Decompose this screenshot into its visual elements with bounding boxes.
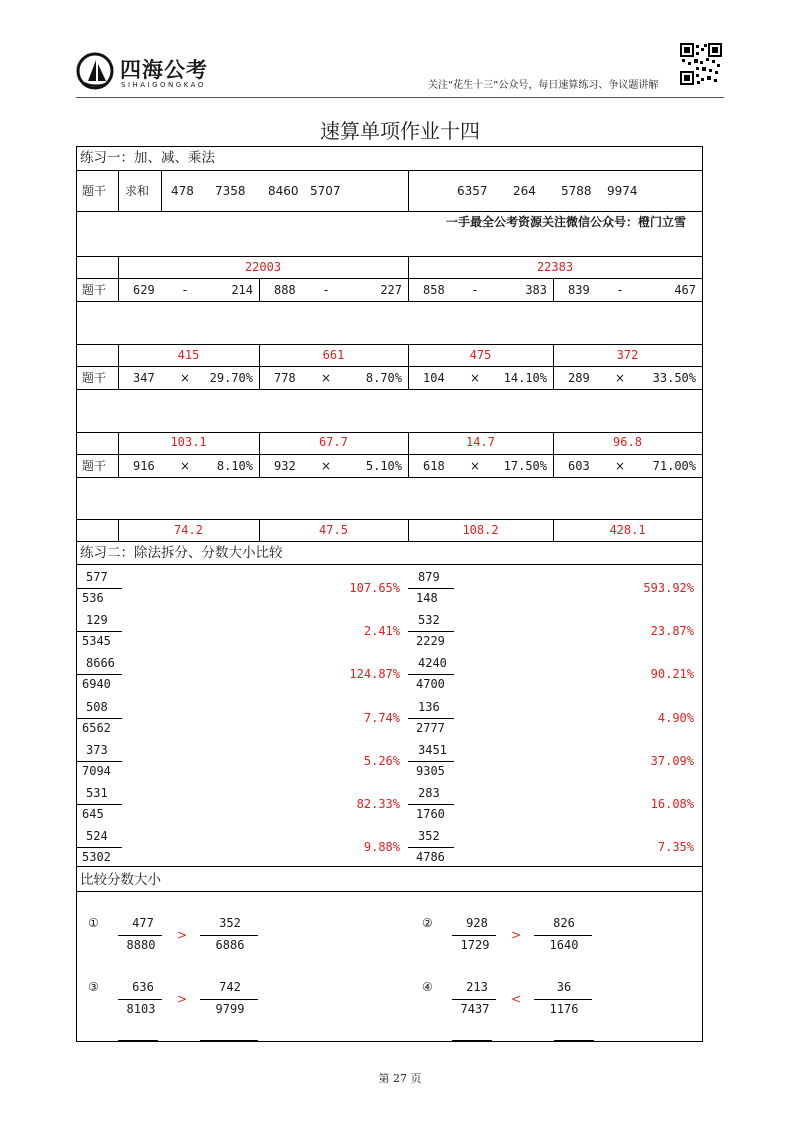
denominator: 6940 [82, 677, 111, 692]
denominator: 5302 [82, 850, 111, 865]
denominator: 6886 [215, 938, 245, 952]
denominator: 4786 [416, 850, 445, 865]
operator: × [320, 371, 332, 385]
table-rule [118, 170, 119, 211]
answer-value: 14.7 [466, 435, 495, 449]
answer-percent: 593.92% [643, 581, 694, 595]
answer-percent: 5.26% [363, 753, 400, 768]
denominator: 4700 [416, 677, 445, 692]
numerator: 36 [556, 980, 572, 994]
operator: - [617, 283, 623, 297]
fraction-bar [452, 999, 496, 1000]
sum-answer-right: 22383 [536, 260, 574, 274]
operand-b: 227 [380, 283, 402, 297]
comparison-sign: > [176, 992, 188, 1006]
table-rule [76, 564, 703, 565]
numerator: 531 [86, 786, 108, 800]
stem-label: 题干 [82, 184, 107, 198]
page-title: 速算单项作业十四 [320, 119, 480, 143]
fraction-bar [408, 631, 454, 632]
table-rule [76, 211, 703, 212]
numerator: 373 [86, 742, 108, 757]
denominator: 8880 [126, 938, 156, 952]
extra-fraction-line [200, 1040, 258, 1041]
answer-percent: 23.87% [650, 624, 694, 639]
table-border-left [76, 146, 77, 1041]
item-marker: ② [422, 916, 433, 930]
denominator: 5345 [82, 634, 111, 649]
numerator: 213 [466, 980, 488, 994]
operand-b: 29.70% [209, 371, 253, 385]
fraction-bar [408, 588, 454, 589]
operand-a: 839 [568, 283, 590, 297]
header-divider [76, 97, 724, 98]
answer-value: 475 [469, 348, 492, 362]
fraction-bar [76, 761, 122, 762]
operator: × [179, 459, 191, 473]
operand-b: 71.00% [652, 459, 696, 473]
table-rule [76, 891, 703, 892]
stem-label: 题干 [82, 459, 107, 473]
denominator: 9305 [416, 763, 445, 778]
denominator: 7437 [460, 1002, 490, 1016]
answer-percent: 90.21% [650, 667, 694, 682]
fraction-bar [200, 935, 258, 936]
operator: - [323, 283, 329, 297]
denominator: 7094 [82, 763, 111, 778]
numerator: 129 [86, 613, 108, 628]
answer-percent: 124.87% [349, 667, 400, 682]
answer-percent: 37.09% [650, 753, 694, 768]
answer-percent: 9.88% [363, 840, 400, 855]
logo [76, 52, 116, 90]
numerator: 636 [132, 980, 154, 994]
table-rule [76, 389, 703, 390]
sum-right-4: 9974 [607, 184, 638, 198]
operator: - [182, 283, 188, 297]
sum-left-1: 478 [171, 184, 194, 198]
answer-percent: 16.08% [650, 797, 694, 811]
comparison-sign: < [510, 992, 522, 1006]
denominator: 1640 [549, 938, 579, 952]
table-rule [76, 344, 703, 345]
answer-value: 108.2 [462, 523, 499, 537]
fraction-bar [452, 935, 496, 936]
operator: × [614, 459, 626, 473]
numerator: 577 [86, 570, 108, 584]
numerator: 928 [466, 916, 488, 930]
comparison-sign: > [510, 928, 522, 942]
operand-a: 289 [568, 371, 590, 385]
sailboat-logo-icon [76, 52, 116, 90]
qr-code-icon [680, 43, 722, 85]
numerator: 508 [86, 699, 108, 714]
numerator: 524 [86, 829, 108, 844]
table-rule [408, 170, 409, 211]
fraction-bar [408, 761, 454, 762]
denominator: 2229 [416, 634, 445, 649]
sum-right-2: 264 [513, 184, 536, 198]
answer-value: 103.1 [170, 435, 207, 449]
page-number: 第 27 页 [378, 1072, 422, 1085]
fraction-bar [408, 674, 454, 675]
logo-subtext: SIHAIGONGKAO [121, 81, 206, 89]
table-border-right [702, 146, 703, 1041]
operator: × [320, 459, 332, 473]
operand-a: 603 [568, 459, 590, 473]
operand-a: 618 [423, 459, 445, 473]
answer-value: 67.7 [319, 435, 348, 449]
extra-fraction-line [554, 1040, 594, 1041]
answer-percent: 2.41% [363, 624, 400, 639]
sum-label: 求和 [125, 184, 150, 198]
operand-a: 629 [133, 283, 155, 297]
item-marker: ③ [88, 980, 99, 994]
fraction-bar [76, 847, 122, 848]
table-rule [76, 278, 703, 279]
denominator: 148 [416, 591, 438, 605]
operand-b: 14.10% [503, 371, 547, 385]
answer-value: 661 [322, 348, 345, 362]
numerator: 136 [418, 699, 440, 714]
table-rule [76, 519, 703, 520]
answer-percent: 4.90% [657, 710, 694, 725]
table-rule [553, 278, 554, 301]
stem-label: 题干 [82, 283, 107, 297]
denominator: 1176 [549, 1002, 579, 1016]
denominator: 1729 [460, 938, 490, 952]
operand-b: 8.10% [216, 459, 253, 473]
fraction-bar [118, 935, 162, 936]
fraction-bar [76, 631, 122, 632]
fraction-bar [76, 718, 122, 719]
numerator: 826 [553, 916, 575, 930]
operand-a: 347 [133, 371, 155, 385]
stem-label: 题干 [82, 371, 107, 385]
answer-percent: 7.74% [363, 710, 400, 725]
operand-a: 932 [274, 459, 296, 473]
fraction-bar [76, 674, 122, 675]
table-rule [76, 301, 703, 302]
answer-value: 372 [616, 348, 639, 362]
table-rule [76, 541, 703, 542]
denominator: 8103 [126, 1002, 156, 1016]
answer-value: 415 [177, 348, 200, 362]
exercise-3-heading: 比较分数大小 [80, 872, 161, 888]
numerator: 352 [219, 916, 241, 930]
operand-a: 916 [133, 459, 155, 473]
sum-right-3: 5788 [561, 184, 592, 198]
operand-b: 5.10% [365, 459, 402, 473]
table-border-bottom [76, 1041, 703, 1042]
operator: - [472, 283, 478, 297]
answer-value: 74.2 [174, 523, 203, 537]
extra-fraction-line [452, 1040, 492, 1041]
table-rule [76, 170, 703, 171]
comparison-sign: > [176, 928, 188, 942]
operand-b: 8.70% [365, 371, 402, 385]
operator: × [179, 371, 191, 385]
denominator: 2777 [416, 720, 445, 735]
table-rule [76, 866, 703, 867]
answer-value: 428.1 [609, 523, 646, 537]
numerator: 477 [132, 916, 154, 930]
numerator: 3451 [418, 742, 447, 757]
table-rule [76, 432, 703, 433]
operand-b: 17.50% [503, 459, 547, 473]
exercise-1-heading: 练习一：加、减、乘法 [80, 150, 215, 166]
fraction-bar [534, 935, 592, 936]
answer-percent: 82.33% [356, 797, 400, 811]
logo-text: 四海公考 [120, 58, 208, 82]
operator: × [469, 459, 481, 473]
fraction-bar [200, 999, 258, 1000]
answer-value: 96.8 [613, 435, 642, 449]
numerator: 8666 [86, 656, 115, 671]
sum-answer-left: 22003 [244, 260, 282, 274]
fraction-bar [408, 718, 454, 719]
answer-percent: 7.35% [657, 840, 694, 855]
operand-b: 214 [231, 283, 253, 297]
sum-left-3: 8460 [268, 184, 299, 198]
denominator: 6562 [82, 720, 111, 735]
table-border-top [76, 146, 703, 147]
operand-a: 888 [274, 283, 296, 297]
fraction-bar [534, 999, 592, 1000]
numerator: 532 [418, 613, 440, 628]
resource-notice: 一手最全公考资源关注微信公众号：橙门立雪 [445, 215, 686, 229]
numerator: 283 [418, 786, 440, 800]
sum-right-1: 6357 [457, 184, 488, 198]
operand-a: 104 [423, 371, 445, 385]
answer-percent: 107.65% [349, 581, 400, 595]
sum-left-2: 7358 [215, 184, 246, 198]
denominator: 645 [82, 807, 104, 821]
denominator: 1760 [416, 807, 445, 821]
numerator: 742 [219, 980, 241, 994]
operator: × [614, 371, 626, 385]
numerator: 352 [418, 829, 440, 844]
denominator: 9799 [215, 1002, 245, 1016]
fraction-bar [76, 588, 122, 589]
denominator: 536 [82, 591, 104, 605]
extra-fraction-line [118, 1040, 158, 1041]
item-marker: ④ [422, 980, 433, 994]
sum-left-4: 5707 [310, 184, 341, 198]
header-note: 关注“花生十三”公众号，每日速算练习、争议题讲解 [428, 80, 659, 91]
table-rule [76, 256, 703, 257]
operand-b: 467 [674, 283, 696, 297]
operand-b: 383 [525, 283, 547, 297]
operand-a: 778 [274, 371, 296, 385]
fraction-bar [408, 847, 454, 848]
operand-a: 858 [423, 283, 445, 297]
fraction-bar [76, 804, 122, 805]
operand-b: 33.50% [652, 371, 696, 385]
fraction-bar [408, 804, 454, 805]
numerator: 4240 [418, 656, 447, 671]
table-rule [259, 278, 260, 301]
table-rule [76, 477, 703, 478]
item-marker: ① [88, 916, 99, 930]
answer-value: 47.5 [319, 523, 348, 537]
table-rule [76, 454, 703, 455]
fraction-bar [118, 999, 162, 1000]
table-rule [161, 170, 162, 211]
exercise-2-heading: 练习二：除法拆分、分数大小比较 [80, 545, 283, 561]
operator: × [469, 371, 481, 385]
table-rule [76, 366, 703, 367]
numerator: 879 [418, 570, 440, 584]
